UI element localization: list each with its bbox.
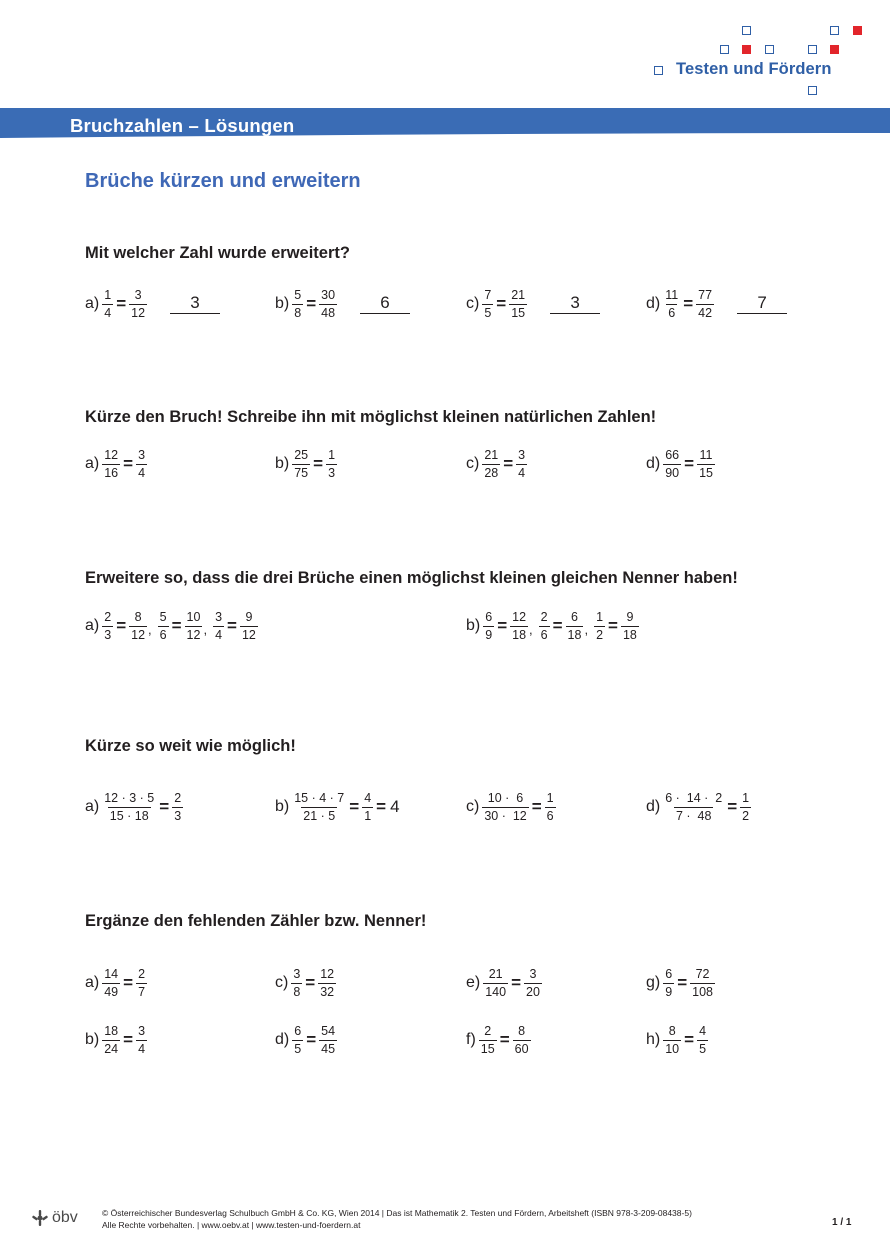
numerator: 11 bbox=[665, 287, 679, 302]
task-5-exercise bbox=[466, 963, 543, 1003]
exercise-label: a) bbox=[85, 617, 100, 634]
equals-sign: = bbox=[376, 797, 387, 816]
equals-sign: = bbox=[123, 973, 134, 992]
task-1-exercise bbox=[466, 284, 600, 324]
task-2-exercise bbox=[275, 444, 338, 484]
fraction bbox=[136, 1024, 147, 1057]
fraction bbox=[482, 448, 500, 481]
fraction bbox=[539, 610, 550, 643]
fraction bbox=[319, 288, 337, 321]
task-5-exercise bbox=[646, 963, 716, 1003]
fraction bbox=[318, 967, 336, 1000]
equals-sign: = bbox=[531, 797, 542, 816]
numerator: 1 bbox=[328, 447, 336, 462]
fraction bbox=[129, 288, 147, 321]
numerator: 2 bbox=[484, 1023, 492, 1038]
denominator: 15 · 18 bbox=[109, 808, 149, 823]
fraction bbox=[524, 967, 542, 1000]
numerator: 1 bbox=[546, 790, 554, 805]
denominator: 12 bbox=[131, 305, 146, 320]
logo-square-icon bbox=[830, 26, 839, 35]
denominator: 108 bbox=[692, 984, 713, 999]
numerator: 21 bbox=[484, 447, 499, 462]
fraction bbox=[740, 791, 751, 824]
equals-sign: = bbox=[499, 1030, 510, 1049]
numerator: 18 bbox=[104, 1023, 119, 1038]
fraction bbox=[513, 1024, 531, 1057]
denominator: 12 bbox=[186, 627, 201, 642]
equals-sign: = bbox=[171, 616, 182, 635]
equals-sign: = bbox=[608, 616, 618, 635]
task-2-exercise bbox=[466, 444, 528, 484]
denominator: 6 bbox=[546, 808, 554, 823]
footer-line-2: Alle Rechte vorbehalten. | www.oebv.at | www.testen-und-foerdern.at bbox=[102, 1220, 361, 1230]
numerator: 10 bbox=[186, 609, 201, 624]
numerator: 8 bbox=[134, 609, 142, 624]
numerator: 2 bbox=[138, 966, 146, 981]
fraction bbox=[696, 288, 714, 321]
denominator: 15 bbox=[511, 305, 526, 320]
exercise-label: b) bbox=[275, 295, 290, 312]
task-3-title: Erweitere so, dass die drei Brüche einen möglichst kleinen gleichen Nenner haben! bbox=[85, 569, 738, 587]
numerator: 3 bbox=[138, 447, 146, 462]
task-3-exercise bbox=[85, 606, 259, 646]
fraction bbox=[319, 1024, 337, 1057]
fraction bbox=[213, 610, 224, 643]
equals-sign: = bbox=[116, 294, 127, 313]
fraction bbox=[516, 448, 527, 481]
denominator: 42 bbox=[698, 305, 713, 320]
denominator: 16 bbox=[104, 465, 119, 480]
exercise-label: d) bbox=[646, 455, 661, 472]
denominator: 5 bbox=[484, 305, 492, 320]
exercise-label: c) bbox=[466, 295, 480, 312]
denominator: 32 bbox=[320, 984, 335, 999]
fraction bbox=[102, 1024, 120, 1057]
equals-sign: = bbox=[497, 616, 508, 635]
task-2-title: Kürze den Bruch! Schreibe ihn mit möglichst kleinen natürlichen Zahlen! bbox=[85, 408, 657, 426]
numerator: 12 bbox=[320, 966, 335, 981]
exercise-label: d) bbox=[275, 1031, 290, 1048]
numerator: 1 bbox=[596, 609, 604, 624]
fraction bbox=[509, 288, 527, 321]
fraction bbox=[483, 610, 494, 643]
numerator: 25 bbox=[294, 447, 309, 462]
fraction bbox=[545, 791, 556, 824]
denominator: 18 bbox=[567, 627, 582, 642]
denominator: 12 bbox=[131, 627, 146, 642]
logo-square-icon bbox=[765, 45, 774, 54]
publisher-star-icon bbox=[30, 1209, 50, 1227]
denominator: 10 bbox=[665, 1041, 680, 1056]
fraction bbox=[292, 1024, 303, 1057]
equals-sign: = bbox=[116, 616, 127, 635]
comma: , bbox=[148, 621, 152, 637]
equals-sign: = bbox=[123, 1030, 134, 1049]
numerator: 2 bbox=[540, 609, 548, 624]
denominator: 60 bbox=[514, 1041, 529, 1056]
numerator: 2 bbox=[174, 790, 182, 805]
denominator: 4 bbox=[138, 1041, 146, 1056]
denominator: 4 bbox=[138, 465, 146, 480]
numerator: 3 bbox=[529, 966, 537, 981]
task-5-title: Ergänze den fehlenden Zähler bzw. Nenner! bbox=[85, 912, 427, 930]
denominator: 20 bbox=[526, 984, 540, 999]
exercise-label: a) bbox=[85, 974, 100, 991]
exercise-label: e) bbox=[466, 974, 481, 991]
denominator: 9 bbox=[665, 984, 673, 999]
numerator: 6 bbox=[294, 1023, 302, 1038]
equals-sign: = bbox=[305, 973, 316, 992]
fraction bbox=[663, 1024, 681, 1057]
task-1-exercise bbox=[646, 284, 787, 324]
exercise-label: f) bbox=[466, 1031, 476, 1048]
exercise-label: d) bbox=[646, 295, 661, 312]
numerator: 3 bbox=[293, 966, 301, 981]
fraction bbox=[292, 791, 346, 824]
task-2-exercise bbox=[85, 444, 148, 484]
numerator: 4 bbox=[699, 1023, 707, 1038]
denominator: 49 bbox=[104, 984, 119, 999]
numerator: 5 bbox=[159, 609, 167, 624]
task-1-exercise bbox=[275, 284, 410, 324]
numerator: 12 bbox=[104, 447, 119, 462]
exercise-label: b) bbox=[466, 617, 481, 634]
numerator: 21 bbox=[511, 287, 526, 302]
fraction bbox=[697, 448, 715, 481]
numerator: 6 bbox=[571, 609, 578, 624]
denominator: 15 bbox=[480, 1041, 495, 1056]
numerator: 8 bbox=[668, 1023, 676, 1038]
equals-sign: = bbox=[123, 454, 134, 473]
fraction bbox=[102, 288, 113, 321]
fraction bbox=[479, 1024, 497, 1057]
numerator: 54 bbox=[321, 1023, 336, 1038]
fraction bbox=[326, 448, 337, 481]
task-1-title: Mit welcher Zahl wurde erweitert? bbox=[85, 244, 350, 262]
denominator: 6 bbox=[159, 627, 167, 642]
fraction bbox=[102, 967, 120, 1000]
comma: , bbox=[584, 621, 589, 637]
task-5-exercise bbox=[85, 963, 148, 1003]
denominator: 5 bbox=[294, 1041, 302, 1056]
denominator: 2 bbox=[742, 808, 750, 823]
denominator: 12 bbox=[241, 627, 256, 642]
task-3-exercise bbox=[466, 606, 640, 646]
exercise-label: a) bbox=[85, 295, 100, 312]
fraction bbox=[663, 288, 680, 321]
fraction bbox=[136, 448, 147, 481]
exercise-label: b) bbox=[275, 798, 290, 815]
equals-sign: = bbox=[677, 973, 688, 992]
fraction bbox=[482, 791, 528, 824]
logo-text: Testen und Fördern bbox=[676, 60, 832, 78]
fraction bbox=[621, 610, 639, 643]
fraction bbox=[292, 448, 310, 481]
denominator: 4 bbox=[215, 627, 223, 642]
fraction bbox=[663, 967, 674, 1000]
task-2-exercise bbox=[646, 444, 716, 484]
footer-text bbox=[102, 1207, 692, 1231]
task-4-exercise bbox=[646, 787, 752, 827]
answer-line: 7 bbox=[737, 294, 787, 314]
equals-sign: = bbox=[552, 616, 563, 635]
exercise-label: d) bbox=[646, 798, 661, 815]
task-5-exercise bbox=[646, 1020, 709, 1060]
fraction bbox=[240, 610, 258, 643]
answer-line: 3 bbox=[550, 294, 600, 314]
denominator: 6 bbox=[668, 305, 676, 320]
numerator: 3 bbox=[518, 447, 526, 462]
fraction bbox=[483, 967, 508, 1000]
denominator: 4 bbox=[518, 465, 526, 480]
answer-line: 6 bbox=[360, 294, 410, 314]
footer-line-1: © Österreichischer Bundesverlag Schulbuch GmbH & Co. KG, Wien 2014 | Das ist Mathematik 2. Testen und Fördern, Arbeitsheft (ISBN 978-3-209-08438-5) bbox=[102, 1208, 692, 1218]
fraction bbox=[690, 967, 715, 1000]
numerator: 15 · 4 · 7 bbox=[294, 790, 345, 805]
numerator: 1 bbox=[742, 790, 750, 805]
denominator: 9 bbox=[485, 627, 493, 642]
denominator: 7 · 48 bbox=[676, 808, 712, 823]
task-4-title: Kürze so weit wie möglich! bbox=[85, 737, 296, 755]
logo-square-icon bbox=[808, 86, 817, 95]
numerator: 77 bbox=[698, 287, 713, 302]
fraction bbox=[102, 448, 120, 481]
numerator: 3 bbox=[215, 609, 223, 624]
logo-square-icon bbox=[830, 45, 839, 54]
numerator: 3 bbox=[134, 287, 142, 302]
denominator: 3 bbox=[104, 627, 112, 642]
denominator: 45 bbox=[321, 1041, 336, 1056]
numerator: 6 · 14 · 2 bbox=[665, 790, 723, 805]
exercise-label: c) bbox=[466, 798, 480, 815]
denominator: 1 bbox=[364, 808, 372, 823]
fraction bbox=[291, 967, 302, 1000]
equals-sign: = bbox=[306, 294, 317, 313]
equals-sign: = bbox=[684, 454, 695, 473]
numerator: 7 bbox=[484, 287, 492, 302]
denominator: 24 bbox=[104, 1041, 119, 1056]
numerator: 9 bbox=[245, 609, 253, 624]
task-5-exercise bbox=[275, 1020, 338, 1060]
equals-sign: = bbox=[306, 1030, 317, 1049]
task-4-exercise bbox=[275, 787, 400, 827]
fraction bbox=[158, 610, 169, 643]
result-value: 4 bbox=[390, 797, 400, 816]
exercise-label: h) bbox=[646, 1031, 661, 1048]
numerator: 8 bbox=[518, 1023, 526, 1038]
fraction bbox=[566, 610, 584, 643]
numerator: 12 bbox=[512, 609, 527, 624]
numerator: 14 bbox=[104, 966, 119, 981]
denominator: 18 bbox=[512, 627, 527, 642]
equals-sign: = bbox=[683, 294, 694, 313]
publisher-logo-text: öbv bbox=[52, 1209, 78, 1226]
fraction bbox=[482, 288, 493, 321]
denominator: 21 · 5 bbox=[303, 808, 336, 823]
exercise-label: a) bbox=[85, 455, 100, 472]
denominator: 8 bbox=[293, 984, 301, 999]
fraction bbox=[663, 448, 681, 481]
logo-square-icon bbox=[742, 45, 751, 54]
logo-square-icon bbox=[742, 26, 751, 35]
denominator: 30 · 12 bbox=[484, 808, 527, 823]
exercise-label: b) bbox=[275, 455, 290, 472]
equals-sign: = bbox=[349, 797, 360, 816]
denominator: 15 bbox=[699, 465, 713, 480]
task-4-exercise bbox=[85, 787, 184, 827]
denominator: 5 bbox=[699, 1041, 707, 1056]
denominator: 48 bbox=[321, 305, 336, 320]
denominator: 18 bbox=[622, 627, 637, 642]
numerator: 12 · 3 · 5 bbox=[104, 790, 155, 805]
denominator: 3 bbox=[174, 808, 182, 823]
logo-square-icon bbox=[853, 26, 862, 35]
denominator: 6 bbox=[540, 627, 548, 642]
comma: , bbox=[529, 621, 533, 637]
fraction bbox=[172, 791, 183, 824]
page-number: 1 / 1 bbox=[832, 1217, 852, 1228]
comma: , bbox=[203, 621, 208, 637]
exercise-label: g) bbox=[646, 974, 661, 991]
fraction bbox=[697, 1024, 708, 1057]
task-4-exercise bbox=[466, 787, 557, 827]
numerator: 1 bbox=[104, 287, 112, 302]
numerator: 2 bbox=[104, 609, 112, 624]
fraction bbox=[185, 610, 203, 643]
numerator: 3 bbox=[138, 1023, 146, 1038]
section-title: Brüche kürzen und erweitern bbox=[85, 170, 361, 192]
equals-sign: = bbox=[159, 797, 170, 816]
denominator: 28 bbox=[484, 465, 499, 480]
numerator: 4 bbox=[364, 790, 372, 805]
denominator: 90 bbox=[665, 465, 680, 480]
denominator: 2 bbox=[596, 627, 604, 642]
numerator: 10 · 6 bbox=[487, 790, 524, 805]
logo-square-icon bbox=[720, 45, 729, 54]
task-5-exercise bbox=[466, 1020, 532, 1060]
equals-sign: = bbox=[684, 1030, 695, 1049]
logo-square-icon bbox=[654, 66, 663, 75]
fraction bbox=[102, 791, 156, 824]
page-title: Bruchzahlen – Lösungen bbox=[70, 115, 295, 136]
denominator: 75 bbox=[294, 465, 309, 480]
fraction bbox=[663, 791, 724, 824]
equals-sign: = bbox=[496, 294, 507, 313]
fraction bbox=[129, 610, 147, 643]
denominator: 4 bbox=[104, 305, 112, 320]
exercise-label: a) bbox=[85, 798, 100, 815]
exercise-label: c) bbox=[466, 455, 480, 472]
fraction bbox=[362, 791, 373, 824]
equals-sign: = bbox=[227, 616, 237, 635]
numerator: 6 bbox=[665, 966, 673, 981]
equals-sign: = bbox=[313, 454, 324, 473]
numerator: 5 bbox=[294, 287, 302, 302]
numerator: 11 bbox=[699, 447, 713, 462]
fraction bbox=[102, 610, 113, 643]
task-5-exercise bbox=[275, 963, 337, 1003]
exercise-label: c) bbox=[275, 974, 289, 991]
fraction bbox=[292, 288, 303, 321]
numerator: 30 bbox=[321, 287, 336, 302]
denominator: 8 bbox=[294, 305, 302, 320]
fraction bbox=[594, 610, 605, 643]
numerator: 6 bbox=[485, 609, 493, 624]
logo-square-icon bbox=[808, 45, 817, 54]
denominator: 3 bbox=[328, 465, 336, 480]
numerator: 21 bbox=[488, 966, 503, 981]
answer-line: 3 bbox=[170, 294, 220, 314]
denominator: 7 bbox=[138, 984, 146, 999]
publisher-logo bbox=[30, 1209, 78, 1227]
equals-sign: = bbox=[511, 973, 522, 992]
numerator: 72 bbox=[695, 966, 710, 981]
equals-sign: = bbox=[503, 454, 514, 473]
numerator: 66 bbox=[665, 447, 680, 462]
denominator: 140 bbox=[485, 984, 507, 999]
task-1-exercise bbox=[85, 284, 220, 324]
numerator: 9 bbox=[626, 609, 634, 624]
exercise-label: b) bbox=[85, 1031, 100, 1048]
equals-sign: = bbox=[727, 797, 738, 816]
fraction bbox=[136, 967, 147, 1000]
fraction bbox=[510, 610, 528, 643]
task-5-exercise bbox=[85, 1020, 148, 1060]
